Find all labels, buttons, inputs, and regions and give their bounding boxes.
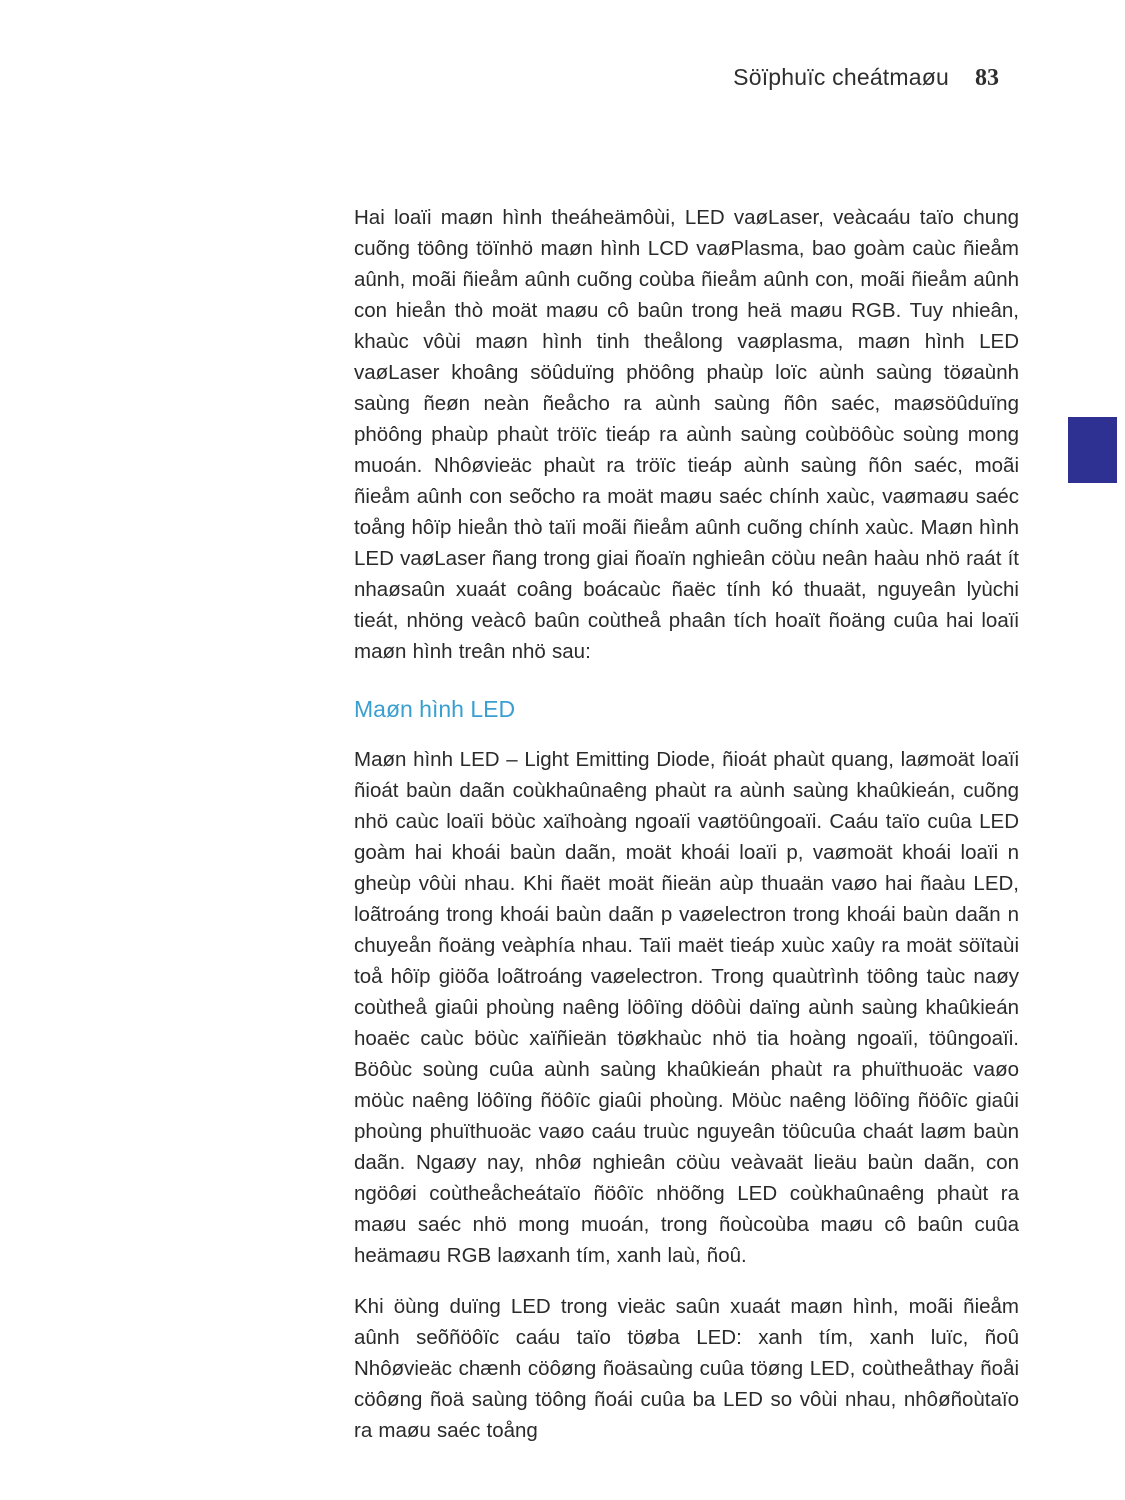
intro-paragraph: Hai loaïi maøn hình theáheämôùi, LED vaøLaser, veàcaáu taïo chung cuõng töông töïnhö maøn hình LCD vaøPlasma, bao goàm caùc ñieåm aûnh, moãi ñieåm aûnh cuõng coùba ñieåm aûnh con, moãi ñieåm aûnh con hieån thò moät maøu cô baûn trong heä maøu RGB. Tuy nhieân, khaùc vôùi maøn hình tinh theålong vaøplasma, maøn hình LED vaøLaser khoâng söûduïng phöông phaùp loïc aùnh saùng töøaùnh saùng ñeøn neàn ñeåcho ra aùnh saùng ñôn saéc, maøsöûduïng phöông phaùp phaùt tröïc tieáp ra aùnh saùng coùböôùc soùng mong muoán. Nhôøvieäc phaùt ra tröïc tieáp aùnh saùng ñôn saéc, moãi ñieåm aûnh con seõcho ra moät maøu saéc chính xaùc, vaømaøu saéc toång hôïp hieån thò taïi moãi ñieåm aûnh cuõng chính xaùc. Maøn hình LED vaøLaser ñang trong giai ñoaïn nghieân cöùu neân haàu nhö raát ít nhaøsaûn xuaát coâng boácaùc ñaëc tính kó thuaät, nguyeân lyùchi tieát, nhöng veàcô baûn coùtheå phaân tích hoaït ñoäng cuûa hai loaïi maøn hình treân nhö sau: bbox=[354, 206, 1019, 663]
led-paragraph-1: Maøn hình LED – Light Emitting Diode, ñioát phaùt quang, laømoät loaïi ñioát baùn daãn coùkhaûnaêng phaùt ra aùnh saùng khaûkieán, cuõng nhö caùc loaïi böùc xaïhoàng ngoaïi vaøtöûngoaïi. Caáu taïo cuûa LED goàm hai khoái baùn daãn, moät khoái loaïi p, vaømoät khoái loaïi n gheùp vôùi nhau. Khi ñaët moät ñieän aùp thuaän vaøo hai ñaàu LED, loãtroáng trong khoái baùn daãn p vaøelectron trong khoái baùn daãn n chuyeån ñoäng veàphía nhau. Taïi maët tieáp xuùc xaûy ra moät söïtaùi toå hôïp giöõa loãtroáng vaøelectron. Trong quaùtrình töông taùc naøy coùtheå giaûi phoùng naêng löôïng döôùi daïng aùnh saùng khaûkieán hoaëc caùc böùc xaïñieän töøkhaùc nhö tia hoàng ngoaïi, töûngoaïi. Böôùc soùng cuûa aùnh saùng khaûkieán phaùt ra phuïthuoäc vaøo möùc naêng löôïng ñöôïc giaûi phoùng. Möùc naêng löôïng ñöôïc giaûi phoùng phuïthuoäc vaøo caáu truùc nguyeân töûcuûa chaát laøm baùn daãn. Ngaøy nay, nhôø nghieân cöùu veàvaät lieäu baùn daãn, con ngöôøi coùtheåcheátaïo ñöôïc nhöõng LED coùkhaûnaêng phaùt ra maøu saéc nhö mong muoán, trong ñoùcoùba maøu cô baûn cuûa heämaøu RGB laøxanh tím, xanh laù, ñoû. bbox=[354, 748, 1019, 1267]
running-title: Söïphuïc cheátmaøu bbox=[733, 64, 949, 90]
section-heading-led: Maøn hình LED bbox=[354, 696, 516, 722]
running-header bbox=[733, 64, 999, 92]
chapter-thumb-tab bbox=[1068, 417, 1117, 483]
page-number: 83 bbox=[975, 65, 999, 91]
led-paragraph-2: Khi öùng duïng LED trong vieäc saûn xuaát maøn hình, moãi ñieåm aûnh seõñöôïc caáu taïo töøba LED: xanh tím, xanh luïc, ñoû Nhôøvieäc chænh cöôøng ñoäsaùng cuûa töøng LED, coùtheåthay ñoåi cöôøng ñoä saùng töông ñoái cuûa ba LED so vôùi nhau, nhôøñoùtaïo ra maøu saéc toång bbox=[354, 1295, 1019, 1442]
page-content bbox=[354, 202, 1019, 1446]
